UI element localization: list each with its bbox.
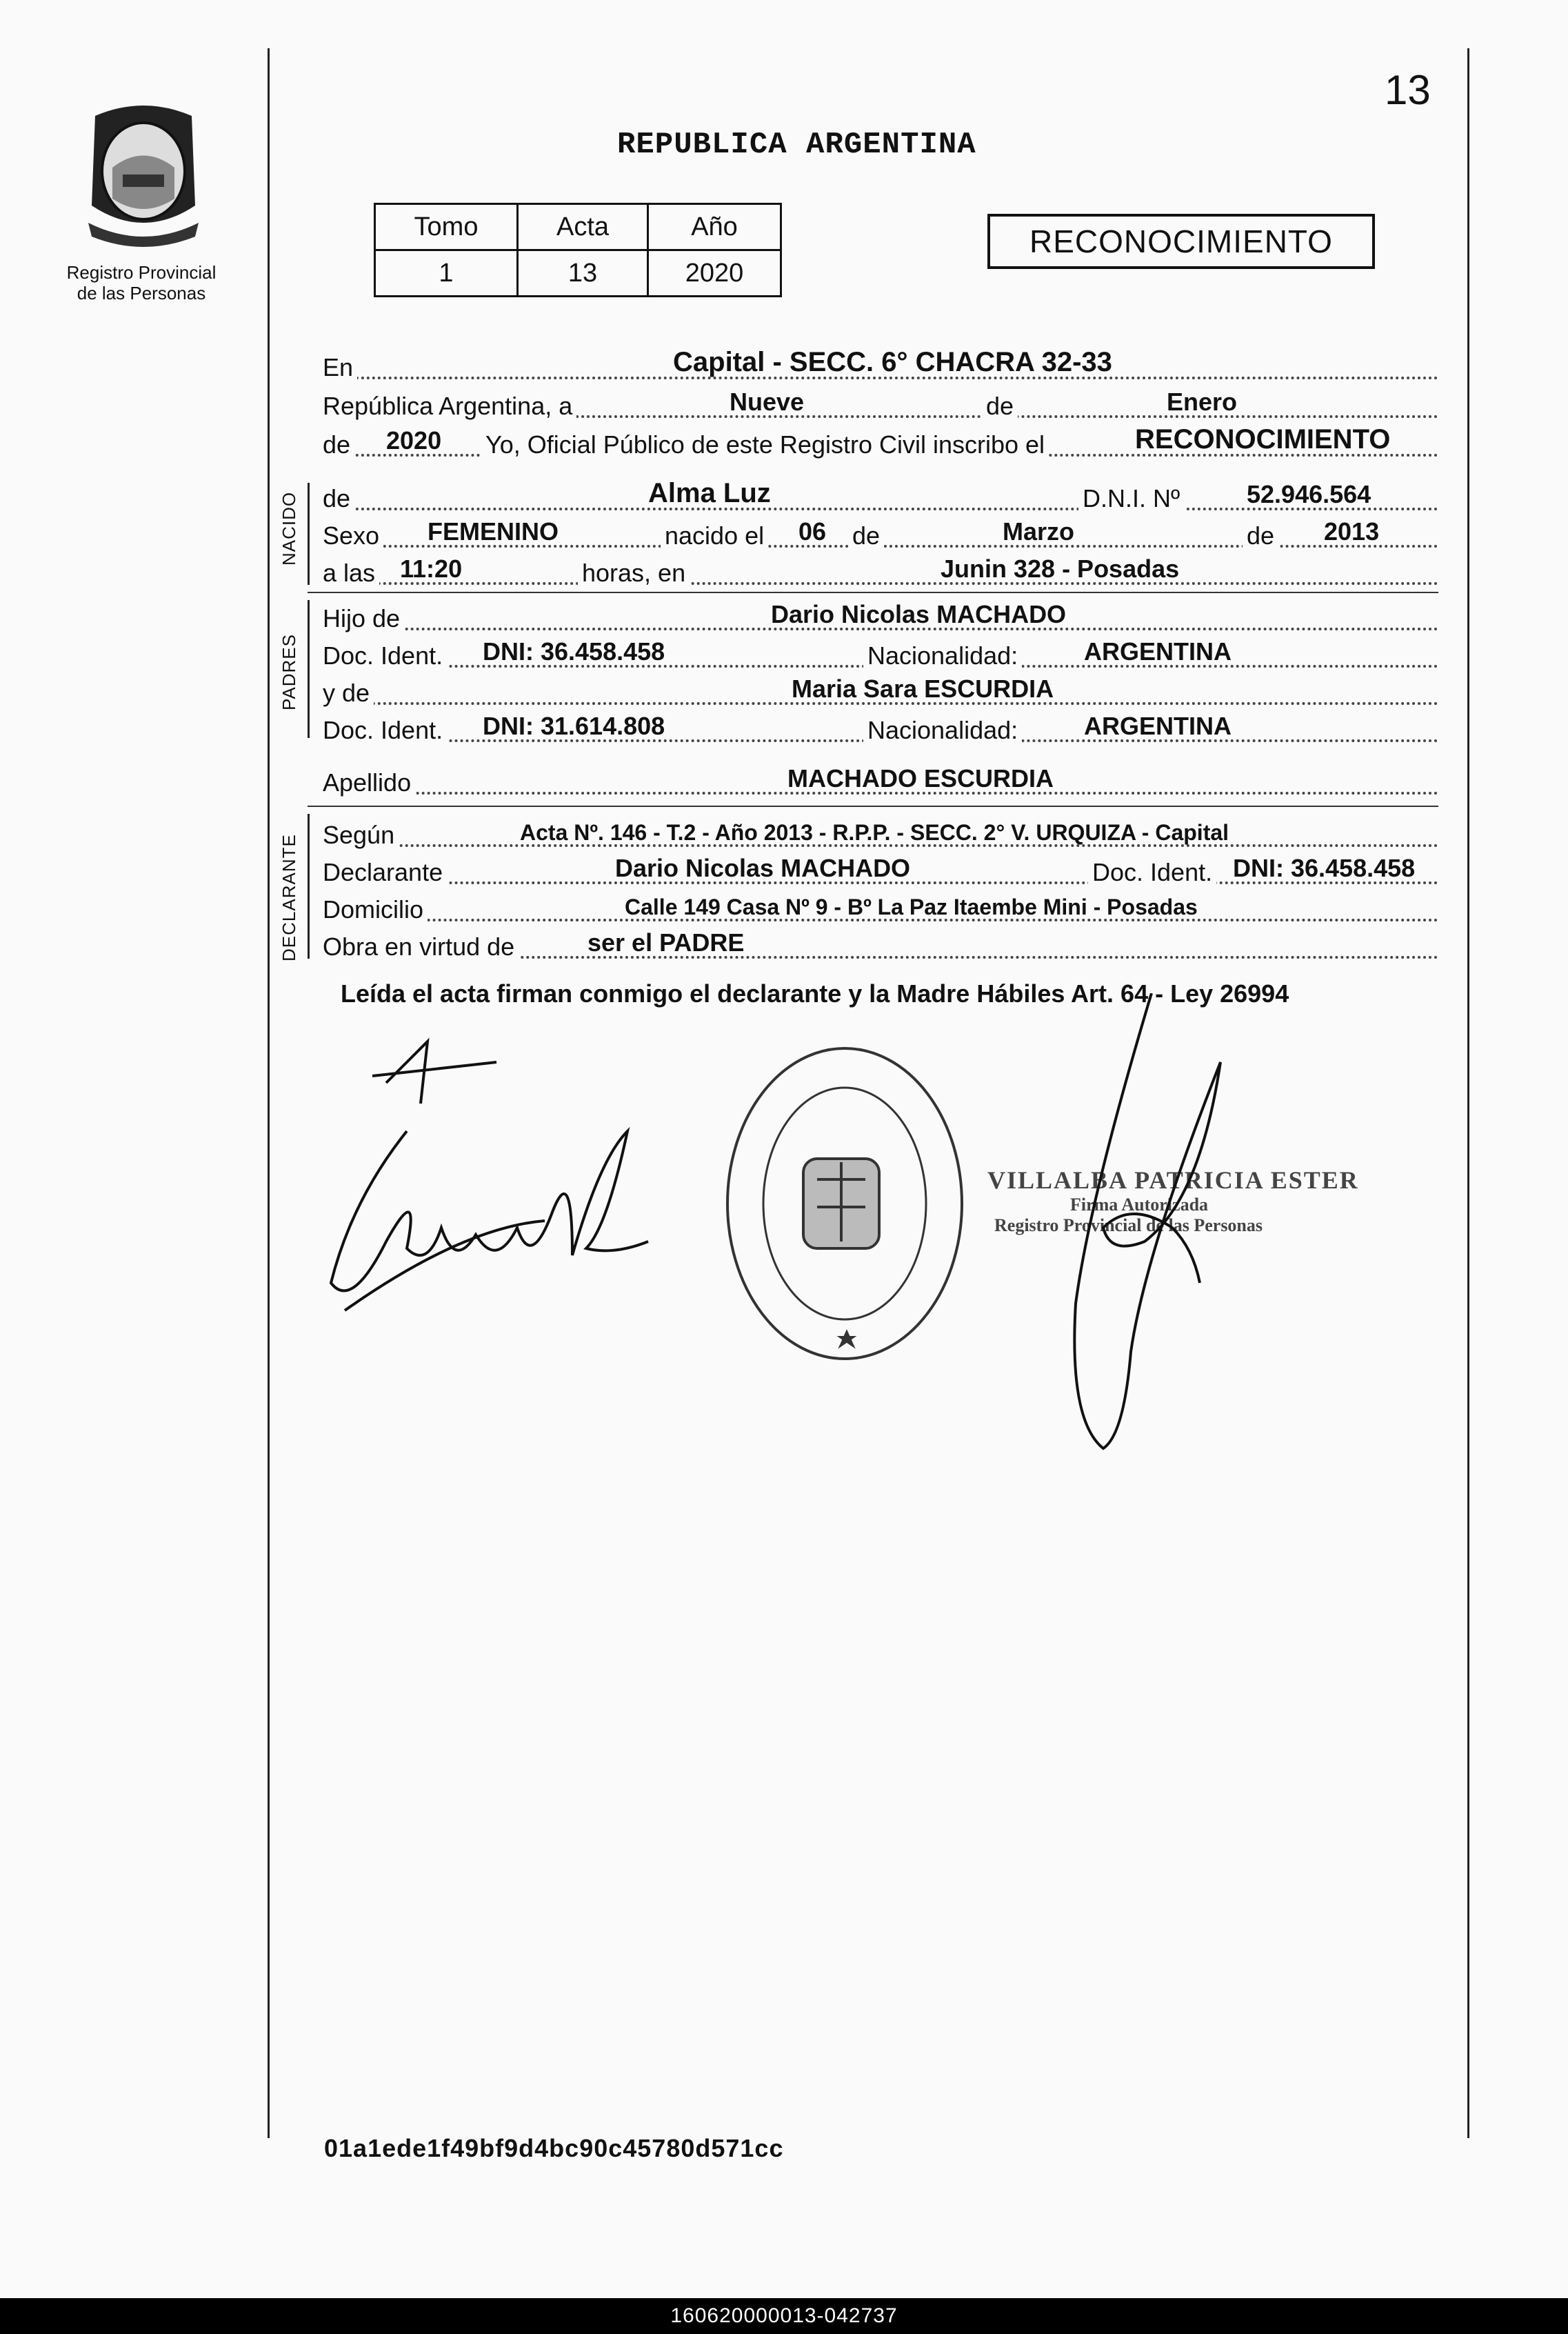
closing-text: Leída el acta firman conmigo el declarante y la Madre Hábiles Art. 64 - Ley 26994 [341, 979, 1289, 1008]
label-de-mes: de [982, 392, 1018, 421]
value-apellido: MACHADO ESCURDIA [787, 764, 1054, 792]
label-obra: Obra en virtud de [323, 932, 519, 961]
row-apellido [323, 761, 1438, 800]
footer-bar [0, 2298, 1568, 2334]
document-title: REPUBLICA ARGENTINA [617, 128, 976, 162]
right-margin-line [1467, 48, 1469, 2138]
left-margin-line [268, 48, 270, 2138]
value-nombre: Alma Luz [648, 478, 771, 508]
value-nac1: ARGENTINA [1084, 637, 1232, 666]
officer-signature [1062, 993, 1241, 1462]
officer-title: Firma Autorizada [1070, 1195, 1209, 1215]
label-nacido-de: de [848, 521, 884, 550]
logo-caption-line1: Registro Provincial [66, 262, 217, 283]
row-nombre [323, 477, 1438, 516]
label-doc3: Doc. Ident. [1088, 858, 1216, 887]
value-tomo: 1 [375, 250, 518, 297]
label-apellido: Apellido [323, 768, 415, 797]
value-en: Capital - SECC. 6° CHACRA 32-33 [673, 347, 1112, 377]
row-republica [323, 385, 1438, 423]
value-segun: Acta Nº. 146 - T.2 - Año 2013 - R.P.P. - SECC. 2° V. URQUIZA - Capital [520, 820, 1229, 845]
row-obra [323, 926, 1438, 964]
label-nacido-anio: de [1243, 521, 1278, 550]
province-logo [74, 102, 212, 254]
value-lugar: Junin 328 - Posadas [941, 555, 1180, 583]
nacido-bracket [308, 483, 310, 585]
value-nacido-dia: 06 [798, 517, 827, 546]
separator-apellido [308, 806, 1438, 807]
value-anio: 2020 [386, 426, 442, 455]
value-inscribo: RECONOCIMIENTO [1135, 424, 1391, 455]
logo-caption-line2: de las Personas [77, 283, 206, 303]
label-hora: a las [323, 559, 379, 588]
value-declarante: Dario Nicolas MACHADO [615, 854, 911, 882]
header-tomo: Tomo [375, 204, 518, 250]
label-domicilio: Domicilio [323, 895, 428, 924]
row-sexo [323, 515, 1438, 553]
side-label-padres: PADRES [279, 634, 299, 710]
label-sexo: Sexo [323, 521, 383, 550]
value-domicilio: Calle 149 Casa Nº 9 - Bº La Paz Itaembe Mini - Posadas [625, 895, 1198, 919]
label-yde: y de [323, 679, 374, 708]
value-acta: 13 [518, 250, 648, 297]
row-doc2 [323, 709, 1438, 748]
label-yo: Yo, Oficial Público de este Registro Civil inscribo el [481, 430, 1049, 459]
label-anio-de: de [323, 430, 354, 459]
header-acta: Acta [518, 204, 648, 250]
declarant-signature [324, 1021, 683, 1324]
label-dni: D.N.I. Nº [1078, 484, 1184, 513]
value-doc1: DNI: 36.458.458 [483, 637, 665, 666]
side-label-declarante: DECLARANTE [279, 834, 299, 961]
row-en [323, 346, 1438, 385]
act-type-box: RECONOCIMIENTO [987, 214, 1375, 269]
label-doc2: Doc. Ident. [323, 716, 447, 745]
label-segun: Según [323, 821, 399, 850]
row-doc1 [323, 635, 1438, 673]
side-label-nacido: NACIDO [279, 491, 299, 566]
row-hora [323, 552, 1438, 590]
label-nac1: Nacionalidad: [863, 641, 1022, 670]
row-yde [323, 672, 1438, 710]
label-nac2: Nacionalidad: [863, 716, 1022, 745]
document-hash: 01a1ede1f49bf9d4bc90c45780d571cc [324, 2134, 784, 2162]
row-hijo [323, 597, 1438, 636]
value-doc2: DNI: 31.614.808 [483, 712, 665, 740]
label-hijo: Hijo de [323, 604, 404, 633]
page-number: 13 [1385, 67, 1431, 113]
row-anio [323, 423, 1438, 462]
value-doc3: DNI: 36.458.458 [1233, 854, 1416, 882]
value-nacido-anio: 2013 [1324, 517, 1380, 546]
label-nombre: de [323, 484, 354, 513]
official-seal [721, 1041, 969, 1366]
label-horas-en: horas, en [578, 559, 690, 588]
value-nac2: ARGENTINA [1084, 712, 1232, 740]
row-declarante [323, 851, 1438, 890]
value-anio: 2020 [648, 250, 781, 297]
separator-nacido [308, 592, 1438, 593]
value-madre: Maria Sara ESCURDIA [792, 675, 1054, 703]
logo-caption [41, 262, 241, 303]
footer-code: 160620000013-042737 [670, 2304, 898, 2327]
officer-registry: Registro Provincial de las Personas [994, 1215, 1263, 1235]
declarante-bracket [308, 814, 310, 959]
value-sexo: FEMENINO [428, 517, 559, 546]
value-dni: 52.946.564 [1247, 480, 1371, 508]
label-declarante: Declarante [323, 858, 447, 887]
value-mes: Enero [1167, 388, 1238, 416]
row-segun [323, 814, 1438, 852]
row-domicilio [323, 888, 1438, 927]
value-obra: ser el PADRE [587, 928, 745, 957]
registry-table [374, 203, 782, 297]
value-padre: Dario Nicolas MACHADO [771, 600, 1067, 628]
header-anio: Año [648, 204, 781, 250]
officer-name: VILLALBA PATRICIA ESTER [987, 1166, 1359, 1194]
label-nacido-el: nacido el [661, 521, 768, 550]
value-nacido-mes: Marzo [1003, 517, 1075, 546]
label-doc1: Doc. Ident. [323, 641, 447, 670]
value-hora: 11:20 [400, 555, 463, 583]
label-republica: República Argentina, a [323, 392, 576, 421]
padres-bracket [308, 600, 310, 738]
label-en: En [323, 353, 357, 382]
value-dia: Nueve [730, 388, 805, 416]
